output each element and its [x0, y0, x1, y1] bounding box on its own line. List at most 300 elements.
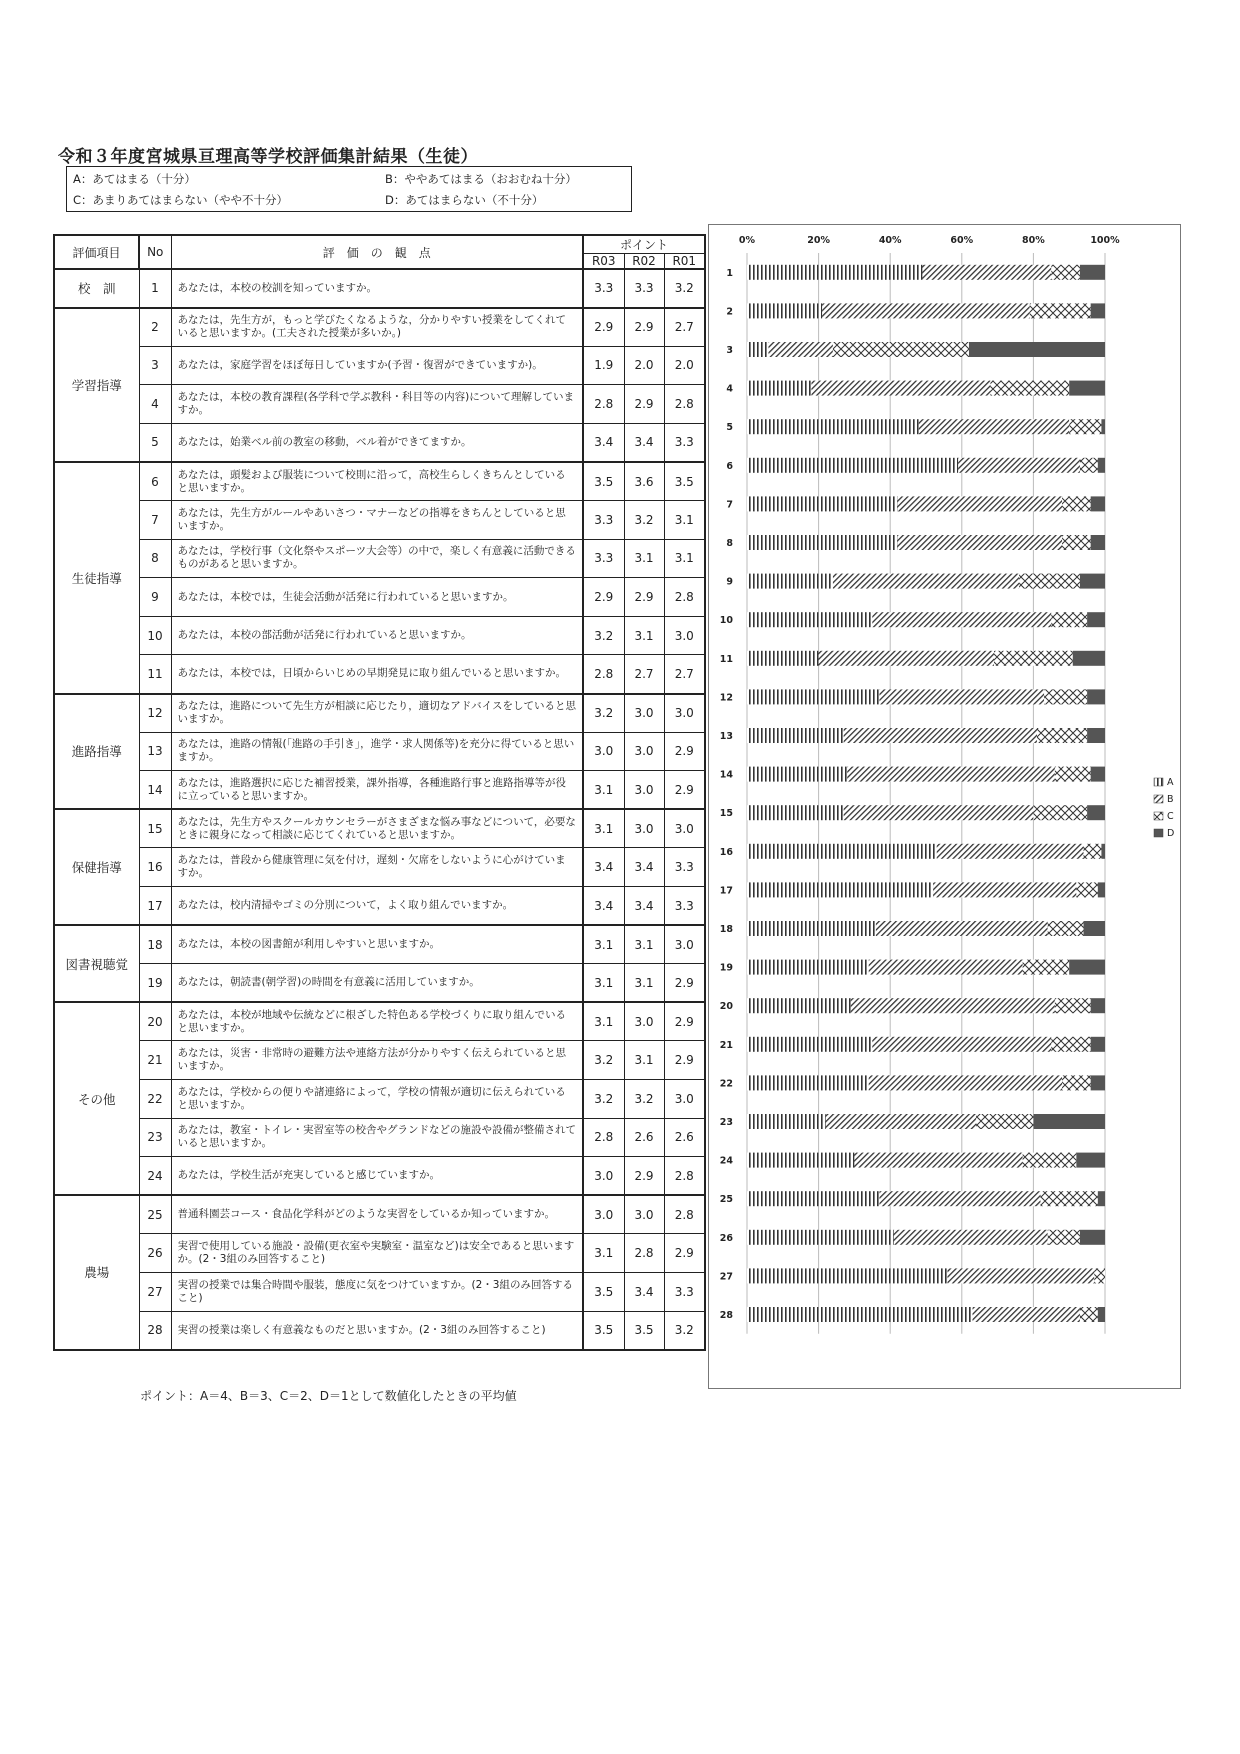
y-category-label: 21: [719, 1039, 733, 1051]
table-row: [54, 616, 705, 655]
y-category-label: 24: [719, 1155, 733, 1167]
score-r03: 3.1: [583, 771, 624, 810]
bar-segment-c: [1033, 805, 1087, 820]
score-r01: 2.7: [664, 308, 705, 347]
y-category-label: 25: [719, 1194, 733, 1206]
bar-segment-d: [1069, 960, 1105, 975]
score-r03: 3.0: [583, 1157, 624, 1196]
score-r02: 3.4: [624, 1272, 664, 1311]
row-number: 8: [139, 539, 171, 578]
score-r01: 2.8: [664, 578, 705, 617]
table-row: [54, 1002, 705, 1041]
score-r03: 3.3: [583, 501, 624, 540]
x-tick-label: 20%: [807, 235, 830, 246]
bar-segment-c: [1023, 1153, 1077, 1168]
table-row: [54, 1118, 705, 1157]
row-number: 4: [139, 385, 171, 424]
table-row: [54, 694, 705, 733]
bar-segment-b: [851, 998, 1055, 1013]
score-r01: 3.3: [664, 887, 705, 926]
category-cell: その他: [54, 1002, 139, 1195]
score-r02: 2.9: [624, 385, 664, 424]
row-number: 14: [139, 771, 171, 810]
score-r02: 2.0: [624, 346, 664, 385]
bar-segment-c: [1076, 882, 1097, 897]
score-r02: 3.2: [624, 1079, 664, 1118]
bar-segment-d: [1098, 882, 1105, 897]
score-r01: 2.8: [664, 1157, 705, 1196]
score-r02: 3.1: [624, 616, 664, 655]
bar-segment-a: [747, 921, 876, 936]
score-r03: 3.3: [583, 269, 624, 308]
row-number: 17: [139, 887, 171, 926]
bar-segment-b: [919, 419, 1069, 434]
viewpoint-text: 実習の授業では集合時間や服装，態度に気をつけていますか。(2・3組のみ回答すること): [171, 1272, 583, 1311]
bar-segment-d: [1033, 1114, 1105, 1129]
score-r01: 3.3: [664, 1272, 705, 1311]
bar-segment-c: [994, 651, 1073, 666]
score-r03: 3.1: [583, 1002, 624, 1041]
viewpoint-text: あなたは，普段から健康管理に気を付け，遅刻・欠席をしないように心がけていますか。: [171, 848, 583, 887]
viewpoint-text: あなたは，本校の校訓を知っていますか。: [171, 269, 583, 308]
y-category-label: 3: [726, 345, 733, 356]
y-category-label: 8: [726, 538, 733, 549]
row-number: 5: [139, 423, 171, 462]
score-r01: 2.9: [664, 964, 705, 1003]
score-r01: 3.0: [664, 616, 705, 655]
bar-segment-d: [1091, 998, 1105, 1013]
score-r02: 3.0: [624, 1002, 664, 1041]
bar-segment-b: [897, 535, 1062, 550]
score-r02: 3.1: [624, 1041, 664, 1080]
score-r03: 3.4: [583, 423, 624, 462]
bar-segment-b: [922, 265, 1051, 280]
score-r03: 3.1: [583, 1234, 624, 1273]
bar-segment-c: [1069, 419, 1101, 434]
score-r01: 2.9: [664, 771, 705, 810]
y-category-label: 10: [719, 615, 733, 627]
bar-segment-b: [894, 1230, 1048, 1245]
bar-segment-c: [976, 1114, 1033, 1129]
y-category-label: 22: [719, 1078, 733, 1090]
score-r01: 3.0: [664, 1079, 705, 1118]
legend-swatch-d: [1154, 829, 1163, 837]
score-r02: 2.9: [624, 578, 664, 617]
viewpoint-text: あなたは，教室・トイレ・実習室等の校舎やグランドなどの施設や設備が整備されていると思いますか。: [171, 1118, 583, 1157]
bar-segment-b: [872, 1037, 1051, 1052]
bar-segment-c: [833, 342, 969, 357]
table-row: [54, 887, 705, 926]
viewpoint-text: あなたは，学校生活が充実していると感じていますか。: [171, 1157, 583, 1196]
table-row: [54, 1157, 705, 1196]
bar-segment-d: [1091, 303, 1105, 318]
bar-segment-a: [747, 1191, 879, 1206]
bar-segment-c: [1051, 1037, 1090, 1052]
bar-segment-c: [1037, 728, 1087, 743]
row-number: 28: [139, 1311, 171, 1350]
legend-b: B：ややあてはまる（おおむね十分）: [385, 172, 577, 186]
bar-segment-d: [1091, 767, 1105, 782]
table-row: [54, 539, 705, 578]
viewpoint-text: 普通科園芸コース・食品化学科がどのような実習をしているか知っていますか。: [171, 1195, 583, 1234]
row-number: 16: [139, 848, 171, 887]
score-r02: 2.8: [624, 1234, 664, 1273]
bar-segment-b: [847, 767, 1055, 782]
row-number: 3: [139, 346, 171, 385]
table-row: [54, 501, 705, 540]
bar-segment-a: [747, 767, 847, 782]
viewpoint-text: あなたは，進路について先生方が相談に応じたり，適切なアドバイスをしていると思いますか。: [171, 694, 583, 733]
bar-segment-c: [1062, 535, 1091, 550]
bar-segment-a: [747, 882, 933, 897]
score-r03: 3.0: [583, 732, 624, 771]
score-r03: 3.3: [583, 539, 624, 578]
table-row: [54, 423, 705, 462]
bar-segment-c: [1044, 689, 1087, 704]
category-cell: 生徒指導: [54, 462, 139, 694]
score-r01: 2.9: [664, 732, 705, 771]
table-row: [54, 385, 705, 424]
bar-segment-a: [747, 1230, 894, 1245]
score-r01: 2.7: [664, 655, 705, 694]
score-r03: 2.8: [583, 385, 624, 424]
score-r01: 3.3: [664, 423, 705, 462]
viewpoint-text: あなたは，進路の情報(「進路の手引き」，進学・求人関係等)を充分に得ていると思いますか。: [171, 732, 583, 771]
footnote: ポイント：A＝4、B＝3、C＝2、D＝1として数値化したときの平均値: [140, 1389, 517, 1403]
bar-segment-b: [811, 381, 990, 396]
legend-label-c: C: [1167, 811, 1174, 822]
legend-swatch-a: [1154, 778, 1163, 786]
table-row: [54, 925, 705, 964]
y-category-label: 4: [726, 383, 733, 395]
bar-segment-a: [747, 1153, 854, 1168]
bar-segment-c: [1048, 1230, 1080, 1245]
viewpoint-text: あなたは，先生方がルールやあいさつ・マナーなどの指導をきちんとしていると思いますか。: [171, 501, 583, 540]
bar-segment-b: [869, 960, 1023, 975]
bar-segment-b: [768, 342, 832, 357]
bar-segment-d: [1087, 728, 1105, 743]
score-r03: 2.9: [583, 308, 624, 347]
bar-segment-c: [1055, 998, 1091, 1013]
score-r03: 3.2: [583, 616, 624, 655]
category-cell: 保健指導: [54, 809, 139, 925]
row-number: 6: [139, 462, 171, 501]
score-r02: 2.9: [624, 308, 664, 347]
table-row: [54, 346, 705, 385]
table-row: [54, 771, 705, 810]
score-r03: 3.4: [583, 848, 624, 887]
bar-segment-d: [969, 342, 1105, 357]
bar-segment-a: [747, 419, 919, 434]
row-number: 22: [139, 1079, 171, 1118]
viewpoint-text: あなたは，災害・非常時の避難方法や連絡方法が分かりやすく伝えられていると思いますか。: [171, 1041, 583, 1080]
row-number: 15: [139, 809, 171, 848]
bar-segment-c: [1062, 496, 1091, 511]
bar-segment-a: [747, 844, 937, 859]
stacked-bar-chart: [709, 225, 1180, 1388]
score-r01: 2.0: [664, 346, 705, 385]
viewpoint-text: あなたは，本校が地域や伝統などに根ざした特色ある学校づくりに取り組んでいると思いますか。: [171, 1002, 583, 1041]
y-category-label: 20: [719, 1001, 733, 1013]
bar-segment-d: [1080, 265, 1105, 280]
bar-segment-a: [747, 1268, 947, 1283]
y-category-label: 5: [726, 422, 733, 434]
bar-segment-d: [1087, 689, 1105, 704]
row-number: 23: [139, 1118, 171, 1157]
bar-segment-d: [1101, 844, 1105, 859]
score-r02: 3.5: [624, 1311, 664, 1350]
score-r03: 1.9: [583, 346, 624, 385]
bar-segment-b: [879, 1191, 1040, 1206]
score-r01: 3.3: [664, 848, 705, 887]
score-r02: 3.1: [624, 925, 664, 964]
bar-segment-d: [1080, 574, 1105, 589]
score-r01: 2.6: [664, 1118, 705, 1157]
viewpoint-text: あなたは，始業ベル前の教室の移動，ベル着ができてますか。: [171, 423, 583, 462]
bar-segment-b: [973, 1307, 1080, 1322]
score-r01: 2.8: [664, 1195, 705, 1234]
bar-segment-a: [747, 689, 879, 704]
table-row: [54, 1272, 705, 1311]
bar-segment-a: [747, 651, 819, 666]
score-r01: 3.1: [664, 501, 705, 540]
viewpoint-text: あなたは，学校からの便りや諸連絡によって，学校の情報が適切に伝えられていると思いますか。: [171, 1079, 583, 1118]
category-cell: 校 訓: [54, 269, 139, 308]
bar-segment-a: [747, 998, 851, 1013]
header-year-r03: R03: [583, 254, 624, 270]
row-number: 19: [139, 964, 171, 1003]
bar-segment-a: [747, 535, 897, 550]
table-row: [54, 809, 705, 848]
bar-segment-c: [1048, 921, 1084, 936]
viewpoint-text: あなたは，家庭学習をほぼ毎日していますか(予習・復習ができていますか)。: [171, 346, 583, 385]
bar-segment-b: [897, 496, 1062, 511]
score-r01: 3.2: [664, 1311, 705, 1350]
bar-segment-c: [1062, 1075, 1091, 1090]
bar-segment-b: [826, 1114, 976, 1129]
bar-segment-a: [747, 728, 844, 743]
viewpoint-text: あなたは，本校の部活動が活発に行われていると思いますか。: [171, 616, 583, 655]
score-r02: 3.1: [624, 539, 664, 578]
score-r03: 3.0: [583, 1195, 624, 1234]
score-r03: 3.5: [583, 1311, 624, 1350]
score-r01: 2.9: [664, 1002, 705, 1041]
evaluation-table: [53, 234, 706, 1351]
bar-segment-c: [1080, 458, 1098, 473]
score-r03: 3.2: [583, 1079, 624, 1118]
score-r03: 3.1: [583, 809, 624, 848]
y-category-label: 2: [726, 306, 733, 318]
y-category-label: 12: [719, 692, 733, 704]
legend-swatch-c: [1154, 812, 1163, 820]
row-number: 9: [139, 578, 171, 617]
bar-segment-d: [1073, 651, 1105, 666]
header-points: ポイント: [583, 235, 705, 254]
score-r03: 3.1: [583, 964, 624, 1003]
bar-segment-d: [1091, 1037, 1105, 1052]
y-category-label: 15: [719, 808, 733, 820]
category-cell: 図書視聴覚: [54, 925, 139, 1002]
x-tick-label: 60%: [950, 235, 974, 246]
bar-segment-b: [869, 1075, 1062, 1090]
bar-segment-d: [1091, 535, 1105, 550]
row-number: 10: [139, 616, 171, 655]
category-cell: 農場: [54, 1195, 139, 1349]
legend-c: C：あまりあてはまらない（やや不十分）: [73, 193, 289, 207]
bar-segment-d: [1076, 1153, 1105, 1168]
score-r03: 3.1: [583, 925, 624, 964]
row-number: 13: [139, 732, 171, 771]
score-r02: 3.0: [624, 809, 664, 848]
bar-segment-a: [747, 381, 811, 396]
bar-segment-a: [747, 1075, 869, 1090]
viewpoint-text: あなたは，先生方やスクールカウンセラーがさまざまな悩み事などについて，必要なときに親身になって相談に応じてくれていると思いますか。: [171, 809, 583, 848]
bar-segment-b: [876, 921, 1048, 936]
bar-segment-b: [872, 612, 1051, 627]
bar-segment-c: [1023, 960, 1070, 975]
score-r03: 3.5: [583, 462, 624, 501]
table-row: [54, 655, 705, 694]
y-category-label: 11: [719, 653, 733, 665]
y-category-label: 1: [726, 267, 733, 279]
score-r02: 3.4: [624, 887, 664, 926]
x-tick-label: 100%: [1090, 235, 1120, 246]
table-row: [54, 1079, 705, 1118]
table-row: [54, 578, 705, 617]
bar-segment-c: [1051, 612, 1087, 627]
answer-legend: [66, 166, 632, 212]
bar-segment-d: [1080, 1230, 1105, 1245]
score-r01: 3.2: [664, 269, 705, 308]
row-number: 21: [139, 1041, 171, 1080]
score-r02: 3.2: [624, 501, 664, 540]
bar-segment-b: [947, 1268, 1094, 1283]
y-category-label: 26: [719, 1232, 733, 1244]
legend-label-a: A: [1167, 777, 1174, 788]
row-number: 25: [139, 1195, 171, 1234]
score-r03: 2.8: [583, 655, 624, 694]
y-category-label: 28: [719, 1310, 733, 1321]
table-row: [54, 1311, 705, 1350]
x-tick-label: 40%: [878, 235, 902, 246]
header-viewpoint: 評 価 の 観 点: [171, 235, 583, 269]
row-number: 26: [139, 1234, 171, 1273]
table-row: [54, 1195, 705, 1234]
row-number: 12: [139, 694, 171, 733]
score-r02: 3.0: [624, 1195, 664, 1234]
viewpoint-text: あなたは，本校の教育課程(各学科で学ぶ教科・科目等の内容)について理解していますか。: [171, 385, 583, 424]
bar-segment-a: [747, 458, 958, 473]
category-cell: 学習指導: [54, 308, 139, 462]
header-year-r02: R02: [624, 254, 664, 270]
score-r02: 3.0: [624, 694, 664, 733]
viewpoint-text: あなたは，先生方が，もっと学びたくなるような，分かりやすい授業をしてくれていると思いますか。(工夫された授業が多いか。): [171, 308, 583, 347]
bar-segment-a: [747, 805, 844, 820]
score-r02: 3.6: [624, 462, 664, 501]
bar-segment-d: [1098, 1191, 1105, 1206]
bar-segment-a: [747, 1307, 973, 1322]
score-r01: 2.9: [664, 1041, 705, 1080]
score-r01: 3.0: [664, 809, 705, 848]
bar-segment-a: [747, 960, 869, 975]
table-row: [54, 1234, 705, 1273]
score-r01: 3.0: [664, 694, 705, 733]
score-r01: 3.1: [664, 539, 705, 578]
bar-segment-d: [1098, 1307, 1105, 1322]
bar-segment-b: [958, 458, 1080, 473]
row-number: 18: [139, 925, 171, 964]
y-category-label: 7: [726, 499, 733, 511]
score-r02: 3.0: [624, 771, 664, 810]
y-category-label: 19: [719, 962, 733, 974]
header-no: No: [139, 235, 171, 269]
viewpoint-text: あなたは，本校では，日頃からいじめの早期発見に取り組んでいると思いますか。: [171, 655, 583, 694]
bar-segment-c: [1084, 844, 1102, 859]
row-number: 27: [139, 1272, 171, 1311]
x-tick-label: 80%: [1022, 235, 1045, 246]
legend-d: D：あてはまらない（不十分）: [385, 193, 544, 207]
y-category-label: 9: [726, 576, 733, 588]
bar-segment-c: [1041, 1191, 1098, 1206]
score-r02: 3.1: [624, 964, 664, 1003]
y-category-label: 16: [719, 846, 733, 858]
score-r01: 2.9: [664, 1234, 705, 1273]
score-r03: 2.9: [583, 578, 624, 617]
chart-panel: [708, 224, 1181, 1389]
score-r02: 3.0: [624, 732, 664, 771]
score-r03: 3.5: [583, 1272, 624, 1311]
row-number: 2: [139, 308, 171, 347]
table-row: [54, 462, 705, 501]
page-title: 令和３年度宮城県亘理高等学校評価集計結果（生徒）: [58, 147, 478, 167]
viewpoint-text: あなたは，本校の図書館が利用しやすいと思いますか。: [171, 925, 583, 964]
bar-segment-a: [747, 496, 897, 511]
score-r02: 2.7: [624, 655, 664, 694]
bar-segment-d: [1084, 921, 1105, 936]
score-r02: 2.6: [624, 1118, 664, 1157]
score-r02: 3.3: [624, 269, 664, 308]
row-number: 20: [139, 1002, 171, 1041]
y-category-label: 17: [719, 885, 733, 897]
score-r03: 2.8: [583, 1118, 624, 1157]
bar-segment-a: [747, 303, 822, 318]
viewpoint-text: あなたは，本校では，生徒会活動が活発に行われていると思いますか。: [171, 578, 583, 617]
legend-a: A：あてはまる（十分）: [73, 172, 196, 186]
bar-segment-c: [990, 381, 1069, 396]
header-year-r01: R01: [664, 254, 705, 270]
score-r03: 3.4: [583, 887, 624, 926]
bar-segment-c: [1019, 574, 1080, 589]
bar-segment-a: [747, 342, 768, 357]
bar-segment-b: [819, 651, 994, 666]
y-category-label: 18: [719, 924, 733, 935]
row-number: 1: [139, 269, 171, 308]
legend-label-b: B: [1167, 794, 1174, 805]
score-r01: 2.8: [664, 385, 705, 424]
score-r02: 3.4: [624, 848, 664, 887]
viewpoint-text: あなたは，朝読書(朝学習)の時間を有意義に活用していますか。: [171, 964, 583, 1003]
legend-swatch-b: [1154, 795, 1163, 803]
bar-segment-b: [833, 574, 1019, 589]
viewpoint-text: 実習の授業は楽しく有意義なものだと思いますか。(2・3組のみ回答すること): [171, 1311, 583, 1350]
row-number: 11: [139, 655, 171, 694]
bar-segment-b: [879, 689, 1044, 704]
x-tick-label: 0%: [738, 235, 756, 246]
bar-segment-d: [1091, 1075, 1105, 1090]
row-number: 7: [139, 501, 171, 540]
bar-segment-d: [1087, 805, 1105, 820]
y-category-label: 23: [719, 1117, 733, 1128]
